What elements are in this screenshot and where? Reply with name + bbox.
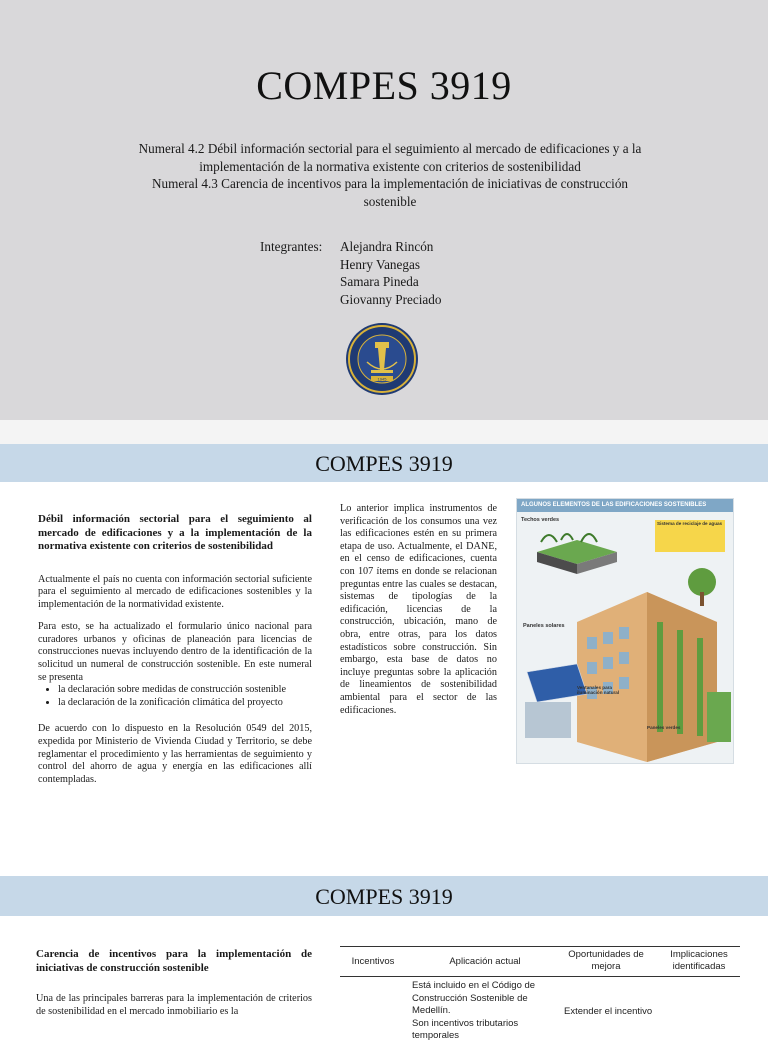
slide-header-band: COMPES 3919 <box>0 876 768 916</box>
table-header: Implicaciones identificadas <box>670 949 728 972</box>
section-heading: Débil información sectorial para el seguimiento al mercado de edificaciones y a la implementación de la normativa existente con criterios de sostenibilidad <box>38 513 312 552</box>
bullet-list <box>38 684 312 709</box>
member-name: Alejandra Rincón <box>340 239 434 254</box>
table-header: Aplicación actual <box>449 956 521 967</box>
building-illustration <box>517 512 733 763</box>
section-heading: Carencia de incentivos para la implementación de iniciativas de construcción sostenible <box>36 948 312 974</box>
table-header: Incentivos <box>351 956 395 967</box>
university-seal-logo <box>345 322 419 396</box>
subtitle-line: implementación de la normativa existente con criterios de sostenibilidad <box>199 158 581 174</box>
paragraph: Para esto, se ha actualizado el formulario único nacional para curadores urbanos y oficinas de planeación para licencias de construcciones nuevas incluyendo dentro de la identificación de la solicitud un numeral de construcción sostenible. En este numeral se presenta <box>38 621 312 683</box>
members-list <box>260 238 441 308</box>
table-rule <box>340 946 740 947</box>
members-label: Integrantes: <box>260 239 323 254</box>
infographic-label: Paneles verdes <box>647 725 681 730</box>
table-cell <box>412 980 564 1043</box>
subtitle-line: Numeral 4.2 Débil información sectorial para el seguimiento al mercado de edificaciones y a la <box>138 141 642 156</box>
slide-header-band: COMPES 3919 <box>0 444 768 482</box>
paragraph: Actualmente el país no cuenta con información sectorial suficiente para el seguimiento al mercado de edificaciones sostenibles y la implementación de la normatividad existente. <box>38 573 312 610</box>
left-column <box>38 513 312 796</box>
table-rule <box>340 976 740 977</box>
slide-title: COMPES 3919 <box>256 63 512 108</box>
infographic-label: Techos verdes <box>521 517 560 523</box>
table-cell: Extender el incentivo <box>564 1006 653 1017</box>
slide-subtitle <box>100 140 680 210</box>
cell-line: Está incluido en el Código de <box>412 980 536 991</box>
cell-line: Construcción Sostenible de Medellín. <box>412 992 528 1016</box>
list-item: • la declaración sobre medidas de construcción sostenible <box>58 684 312 697</box>
slide-gap <box>0 420 768 444</box>
title-slide <box>0 0 768 420</box>
infographic-label: Ventanales para iluminación natural <box>577 685 620 695</box>
seal-year: 1945 <box>377 376 387 382</box>
list-item: • la declaración de la zonificación climática del proyecto <box>58 697 312 710</box>
paragraph: Una de las principales barreras para la implementación de criterios de sostenibilidad en el mercado inmobiliario es la <box>36 993 312 1017</box>
cell-line: Son incentivos tributarios temporales <box>412 1017 519 1041</box>
left-column <box>36 948 312 1018</box>
sustainable-building-infographic <box>516 498 734 764</box>
paragraph: De acuerdo con lo dispuesto en la Resolución 0549 del 2015, expedida por Ministerio de Vivienda Ciudad y Territorio, se debe reglamentar el procedimiento y las herramientas de seguimiento y control del ahorro de agua y energía en las edificaciones allí contempladas. <box>38 723 312 785</box>
member-name: Samara Pineda <box>340 274 419 289</box>
infographic-label: Paneles solares <box>523 623 565 629</box>
subtitle-line: Numeral 4.3 Carencia de incentivos para la implementación de iniciativas de construcción <box>151 176 629 191</box>
member-name: Henry Vanegas <box>340 256 420 272</box>
subtitle-line: sostenible <box>363 193 417 209</box>
paragraph: Lo anterior implica instrumentos de verificación de los consumos una vez las edificaciones estén en su primera etapa de uso. Actualmente, el DANE, en el censo de edificaciones, cuenta con 107 ítems en donde se relacionan preguntas entre las cuales se destacan, sistemas de tipologías de la edificación, licencias de la construcción, ubicación, mano de obra, entre otras, para los datos estadísticos sobre construcción. Sin embargo, esta base de datos no incluye preguntas sobre la aplicación de lineamientos de sostenibilidad ambiental para el sector de las edificaciones. <box>340 503 497 716</box>
member-name: Giovanny Preciado <box>340 291 442 307</box>
infographic-label: Sistema de reciclaje de aguas <box>657 521 723 526</box>
infographic-header: ALGUNOS ELEMENTOS DE LAS EDIFICACIONES SOSTENIBLES <box>517 499 734 512</box>
middle-column <box>340 503 497 717</box>
table-header: Oportunidades de mejora <box>568 949 644 972</box>
